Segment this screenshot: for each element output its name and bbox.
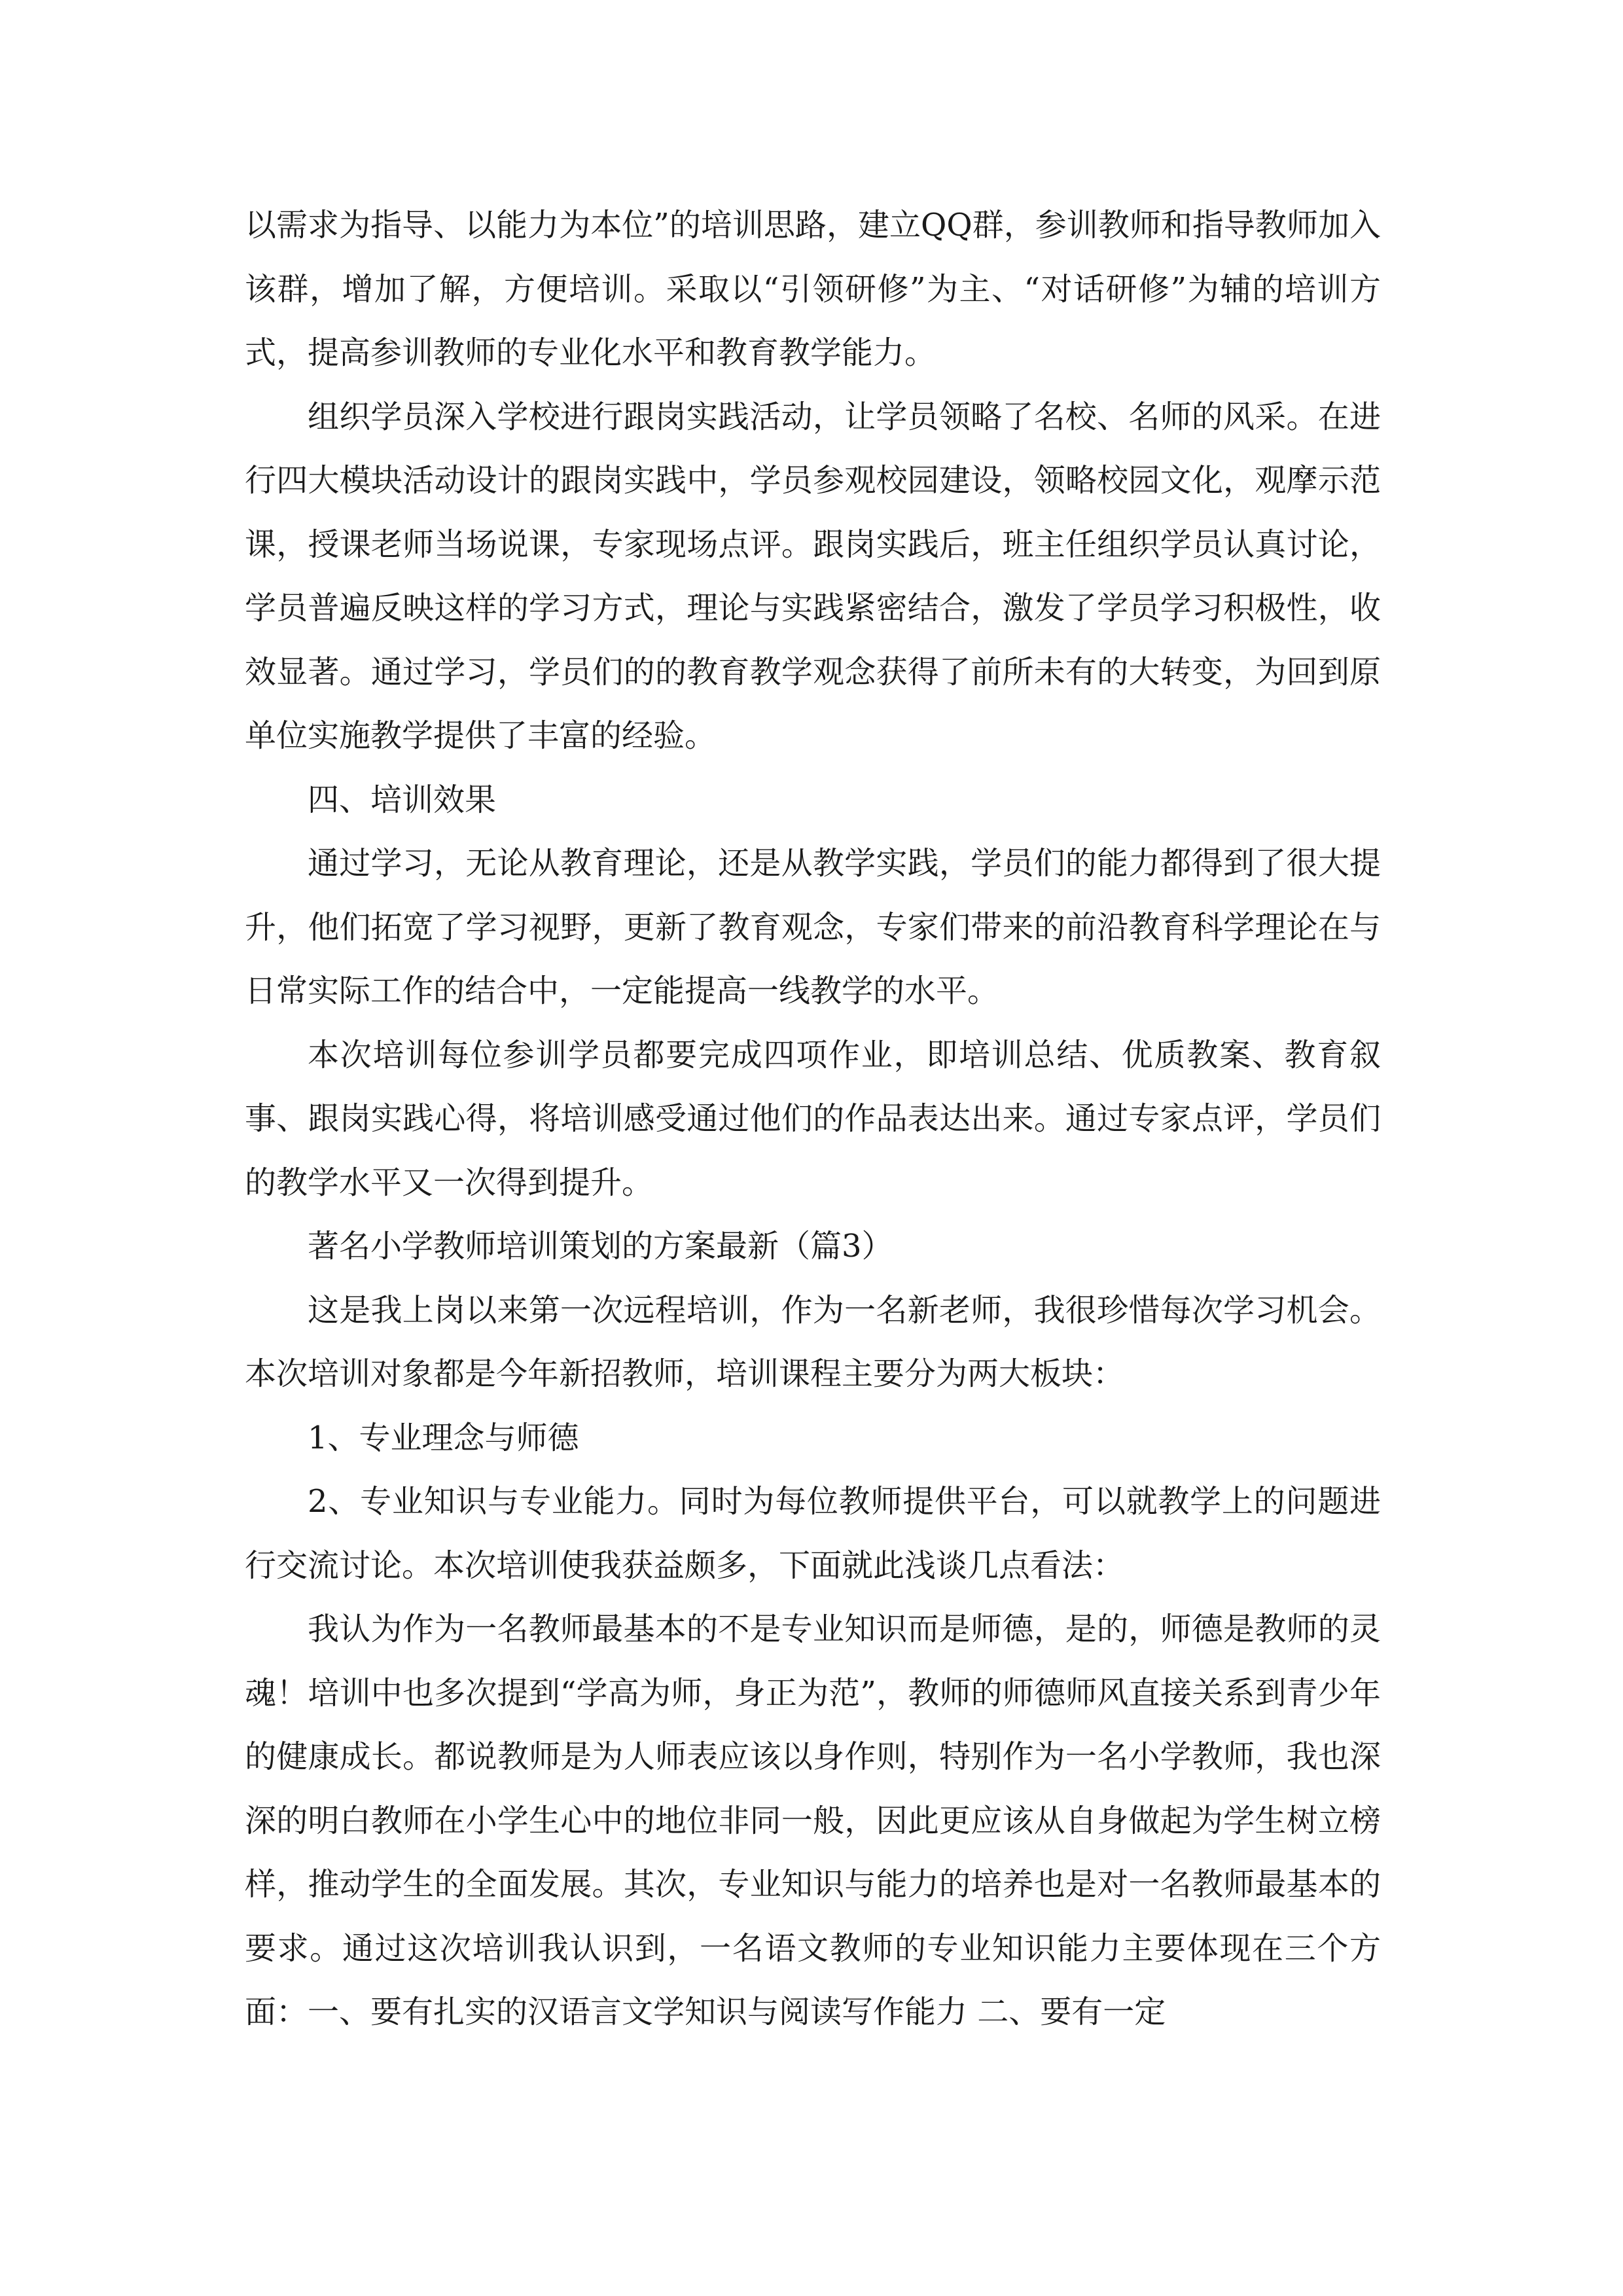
document-body [245,194,1381,2045]
list-item-professional-ethics: 1、专业理念与师德 [308,1419,579,1456]
paragraph-remote-training-intro: 这是我上岗以来第一次远程培训，作为一名新老师，我很珍惜每次学习机会。本次培训对象都是今年新招教师，培训课程主要分为两大板块： [245,1291,1381,1392]
article-title-part-3: 著名小学教师培训策划的方案最新（篇3） [308,1228,893,1265]
paragraph-shadow-practice: 组织学员深入学校进行跟岗实践活动，让学员领略了名校、名师的风采。在进行四大模块活动设计的跟岗实践中，学员参观校园建设，领略校园文化，观摩示范课，授课老师当场说课，专家现场点评。跟岗实践后，班主任组织学员认真讨论，学员普遍反映这样的学习方式，理论与实践紧密结合，激发了学员学习积极性，收效显著。通过学习，学员们的的教育教学观念获得了前所未有的大转变，为回到原单位实施教学提供了丰富的经验。 [245,398,1381,754]
paragraph-training-approach: 以需求为指导、以能力为本位”的培训思路，建立QQ群，参训教师和指导教师加入该群，增加了解，方便培训。采取以“引领研修”为主、“对话研修”为辅的培训方式，提高参训教师的专业化水平和教育教学能力。 [245,207,1381,371]
paragraph-learning-results: 通过学习，无论从教育理论，还是从教学实践，学员们的能力都得到了很大提升，他们拓宽了学习视野，更新了教育观念，专家们带来的前沿教育科学理论在与日常实际工作的结合中，一定能提高一线教学的水平。 [245,845,1381,1009]
section-heading-training-effect: 四、培训效果 [308,781,497,818]
list-item-professional-knowledge: 2、专业知识与专业能力。同时为每位教师提供平台，可以就教学上的问题进行交流讨论。本次培训使我获益颇多，下面就此浅谈几点看法： [245,1483,1381,1584]
paragraph-assignments: 本次培训每位参训学员都要完成四项作业，即培训总结、优质教案、教育叙事、跟岗实践心得，将培训感受通过他们的作品表达出来。通过专家点评，学员们的教学水平又一次得到提升。 [245,1036,1381,1201]
paragraph-teacher-ethics: 我认为作为一名教师最基本的不是专业知识而是师德，是的，师德是教师的灵魂！培训中也多次提到“学高为师，身正为范”，教师的师德师风直接关系到青少年的健康成长。都说教师是为人师表应该以身作则，特别作为一名小学教师，我也深深的明白教师在小学生心中的地位非同一般，因此更应该从自身做起为学生树立榜样，推动学生的全面发展。其次，专业知识与能力的培养也是对一名教师最基本的要求。通过这次培训我认识到，一名语文教师的专业知识能力主要体现在三个方面：一、要有扎实的汉语言文学知识与阅读写作能力 二、要有一定 [245,1611,1381,2030]
